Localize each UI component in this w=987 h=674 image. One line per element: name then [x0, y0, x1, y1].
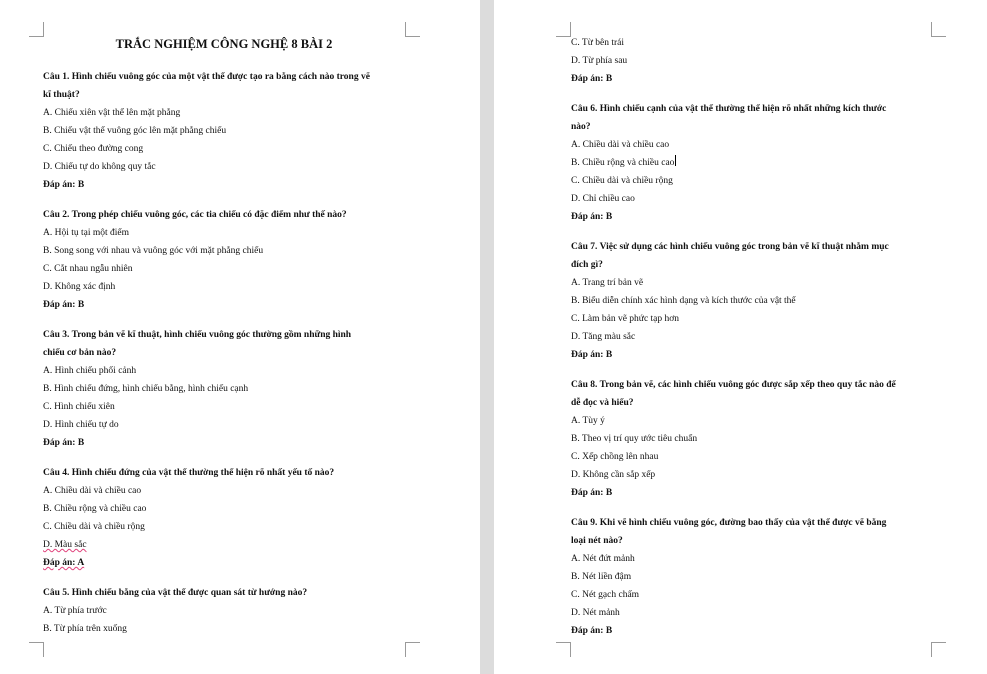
- answer-key: Đáp án: B: [43, 180, 85, 190]
- answer-option: D. Chiếu tự do không quy tắc: [43, 162, 156, 172]
- answer-option: A. Chiều dài và chiều cao: [43, 486, 142, 496]
- answer-option: D. Tăng màu sắc: [571, 332, 636, 342]
- answer-option: A. Trang trí bản vẽ: [571, 278, 644, 288]
- question-text: Câu 3. Trong bản vẽ kĩ thuật, hình chiếu vuông góc thường gồm những hình chiếu cơ bản nào?: [43, 330, 352, 358]
- answer-option: B. Theo vị trí quy ước tiêu chuẩn: [571, 434, 698, 444]
- answer-option: A. Chiếu xiên vật thể lên mặt phẳng: [43, 108, 181, 118]
- answer-option: D. Không xác định: [43, 282, 116, 292]
- page-corner-mark: [405, 642, 420, 657]
- answer-option: [43, 536, 405, 554]
- answer-option: D. Không cần sắp xếp: [571, 470, 656, 480]
- question-text: Câu 9. Khi vẽ hình chiếu vuông góc, đường bao thấy của vật thể được vẽ bằng loại nét nào?: [571, 518, 887, 546]
- answer-option: B. Chiều rộng và chiều cao: [43, 504, 147, 514]
- page-corner-mark: [931, 642, 946, 657]
- answer-option: C. Làm bản vẽ phức tạp hơn: [571, 314, 680, 324]
- answer-option: A. Từ phía trước: [43, 606, 107, 616]
- answer-option: C. Chiều dài và chiều rộng: [43, 522, 145, 532]
- page-corner-mark: [405, 22, 420, 37]
- answer-option: B. Hình chiếu đứng, hình chiếu bằng, hình chiếu cạnh: [43, 384, 249, 394]
- answer-option: [571, 154, 933, 172]
- question-text: Câu 5. Hình chiếu bằng của vật thể được quan sát từ hướng nào?: [43, 588, 308, 598]
- page-gutter: [480, 0, 494, 674]
- answer-option: B. Từ phía trên xuống: [43, 624, 127, 634]
- answer-option: B. Chiếu vật thể vuông góc lên mặt phẳng chiếu: [43, 126, 227, 136]
- answer-option: B. Nét liền đậm: [571, 572, 632, 582]
- answer-option: C. Xếp chồng lên nhau: [571, 452, 659, 462]
- answer-option: D. Chỉ chiều cao: [571, 194, 635, 204]
- answer-key: Đáp án: B: [571, 488, 613, 498]
- page-corner-mark: [556, 642, 571, 657]
- page-corner-mark: [29, 642, 44, 657]
- answer-option: B. Biểu diễn chính xác hình dạng và kích thước của vật thể: [571, 296, 796, 306]
- answer-option: D. Hình chiếu tự do: [43, 420, 119, 430]
- answer-option: D. Nét mảnh: [571, 608, 620, 618]
- answer-option: D. Từ phía sau: [571, 56, 628, 66]
- document-title: TRẮC NGHIỆM CÔNG NGHỆ 8 BÀI 2: [115, 37, 333, 51]
- answer-option: A. Tùy ý: [571, 416, 605, 426]
- answer-option: B. Song song với nhau và vuông góc với mặt phẳng chiếu: [43, 246, 264, 256]
- answer-option: C. Chiếu theo đường cong: [43, 144, 144, 154]
- question-text: Câu 1. Hình chiếu vuông góc của một vật thể được tạo ra bằng cách nào trong vẽ kĩ thuật?: [43, 72, 370, 100]
- answer-key: [43, 554, 405, 572]
- page-corner-mark: [931, 22, 946, 37]
- question-text: Câu 6. Hình chiếu cạnh của vật thể thường thể hiện rõ nhất những kích thước nào?: [571, 104, 887, 132]
- answer-key: Đáp án: B: [571, 626, 613, 636]
- answer-option: C. Hình chiếu xiên: [43, 402, 115, 412]
- answer-option: C. Cắt nhau ngẫu nhiên: [43, 264, 133, 274]
- question-text: Câu 8. Trong bản vẽ, các hình chiếu vuông góc được sắp xếp theo quy tắc nào để dễ đọc và hiểu?: [571, 380, 896, 408]
- text-cursor: [675, 155, 676, 166]
- page-corner-mark: [556, 22, 571, 37]
- question-text: Câu 7. Việc sử dụng các hình chiếu vuông góc trong bản vẽ kĩ thuật nhằm mục đích gì?: [571, 242, 889, 270]
- question-text: Câu 4. Hình chiếu đứng của vật thể thường thể hiện rõ nhất yếu tố nào?: [43, 468, 335, 478]
- answer-key: Đáp án: B: [43, 438, 85, 448]
- answer-key: Đáp án: B: [571, 74, 613, 84]
- page-text-left[interactable]: [43, 36, 405, 638]
- answer-option: A. Hình chiếu phối cảnh: [43, 366, 137, 376]
- answer-option: C. Nét gạch chấm: [571, 590, 640, 600]
- answer-option: C. Từ bên trái: [571, 38, 624, 48]
- answer-option-text: B. Chiều rộng và chiều cao: [571, 158, 675, 168]
- spellcheck-flagged-text[interactable]: Đáp án: A: [43, 558, 85, 568]
- question-text: Câu 2. Trong phép chiếu vuông góc, các tia chiếu có đặc điểm như thế nào?: [43, 210, 347, 220]
- document-page-right[interactable]: [494, 0, 987, 674]
- answer-option: A. Hội tụ tại một điểm: [43, 228, 130, 238]
- answer-key: Đáp án: B: [571, 350, 613, 360]
- document-page-left[interactable]: [0, 0, 480, 674]
- answer-option: C. Chiều dài và chiều rộng: [571, 176, 673, 186]
- answer-option: A. Nét đứt mảnh: [571, 554, 635, 564]
- page-corner-mark: [29, 22, 44, 37]
- spellcheck-flagged-text[interactable]: D. Màu sắc: [43, 540, 87, 550]
- answer-option: A. Chiều dài và chiều cao: [571, 140, 670, 150]
- page-text-right[interactable]: [571, 34, 933, 652]
- answer-key: Đáp án: B: [571, 212, 613, 222]
- answer-key: Đáp án: B: [43, 300, 85, 310]
